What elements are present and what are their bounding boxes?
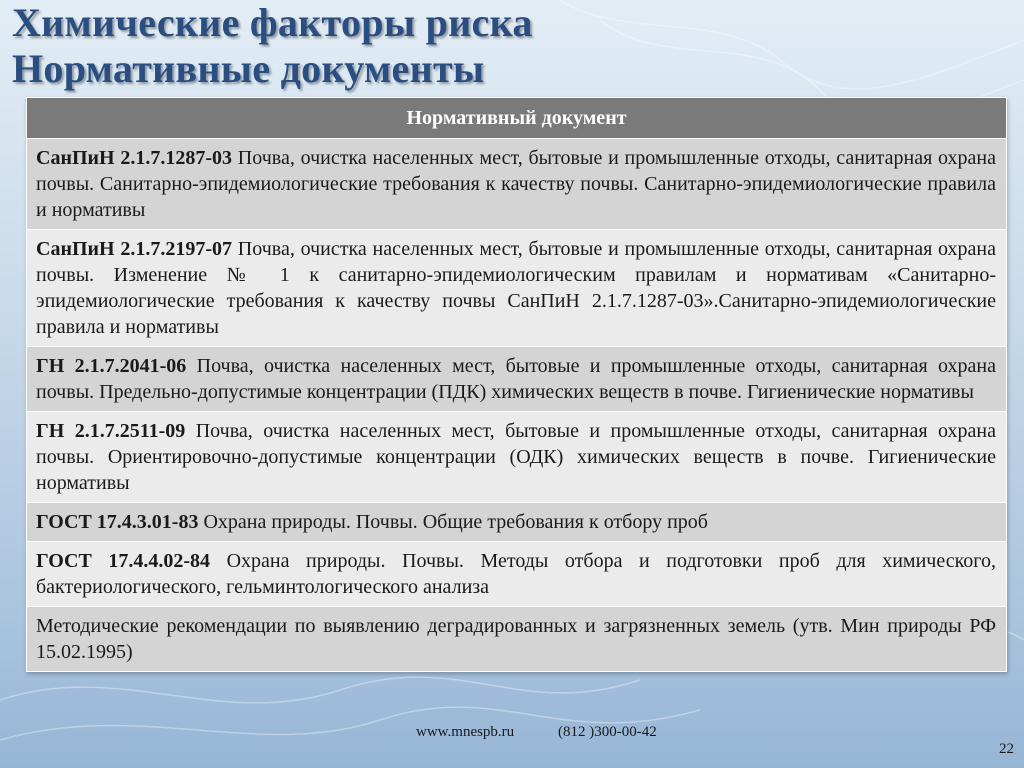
page-number: 22 xyxy=(999,741,1014,757)
document-description: Почва, очистка населенных мест, бытовые и промышленные отходы, санитарная охрана почвы. Предельно-допустимые концентрации (ПДК) химических веществ в почве. Гигиенические нормативы xyxy=(36,355,996,403)
footer-website: www.mnespb.ru xyxy=(416,724,515,740)
document-description: Почва, очистка населенных мест, бытовые и промышленные отходы, санитарная охрана почвы. Изменение № 1 к санитарно-эпидемиологическим правилам и нормативам «Санитарно-эпидемиологические требования к качеству почвы СанПиН 2.1.7.1287-03».Санитарно-эпидемиологические правила и нормативы xyxy=(36,238,996,338)
page-title xyxy=(12,0,533,92)
table-row xyxy=(27,139,1007,230)
table-cell xyxy=(27,503,1007,542)
document-code: ГН 2.1.7.2511-09 xyxy=(36,420,186,442)
table-cell xyxy=(27,347,1007,412)
table-cell xyxy=(27,542,1007,607)
document-description: Почва, очистка населенных мест, бытовые и промышленные отходы, санитарная охрана почвы. Ориентировочно-допустимые концентрации (ОДК) химических веществ в почве. Гигиенические нормативы xyxy=(36,420,997,494)
table-cell xyxy=(27,230,1007,347)
document-description: Охрана природы. Почвы. Общие требования к отбору проб xyxy=(203,511,708,533)
document-code: СанПиН 2.1.7.1287-03 xyxy=(36,147,233,169)
table-header-row xyxy=(27,98,1007,139)
document-code: ГН 2.1.7.2041-06 xyxy=(36,355,187,377)
footer-phone: (812 )300-00-42 xyxy=(558,724,657,740)
document-description: Охрана природы. Почвы. Методы отбора и подготовки проб для химического, бактериологического, гельминтологического анализа xyxy=(36,550,997,598)
table-cell xyxy=(27,139,1007,230)
table-row xyxy=(27,347,1007,412)
document-description: Почва, очистка населенных мест, бытовые и промышленные отходы, санитарная охрана почвы. Санитарно-эпидемиологические требования к качеству почвы. Санитарно-эпидемиологические правила и нормативы xyxy=(36,147,996,221)
title-line-2: Нормативные документы xyxy=(12,46,485,91)
table-row xyxy=(27,230,1007,347)
table-cell xyxy=(27,607,1007,672)
document-code: СанПиН 2.1.7.2197-07 xyxy=(36,238,233,260)
table-row xyxy=(27,607,1007,672)
table-row xyxy=(27,542,1007,607)
document-description: Методические рекомендации по выявлению деградированных и загрязненных земель (утв. Мин природы РФ 15.02.1995) xyxy=(36,615,996,663)
document-code: ГОСТ 17.4.4.02-84 xyxy=(36,550,211,572)
table-cell xyxy=(27,412,1007,503)
document-code: ГОСТ 17.4.3.01-83 xyxy=(36,511,199,533)
documents-table xyxy=(26,97,1007,672)
title-line-1: Химические факторы риска xyxy=(12,0,533,45)
table-row xyxy=(27,503,1007,542)
column-header-document: Нормативный документ xyxy=(27,98,1007,139)
table-row xyxy=(27,412,1007,503)
